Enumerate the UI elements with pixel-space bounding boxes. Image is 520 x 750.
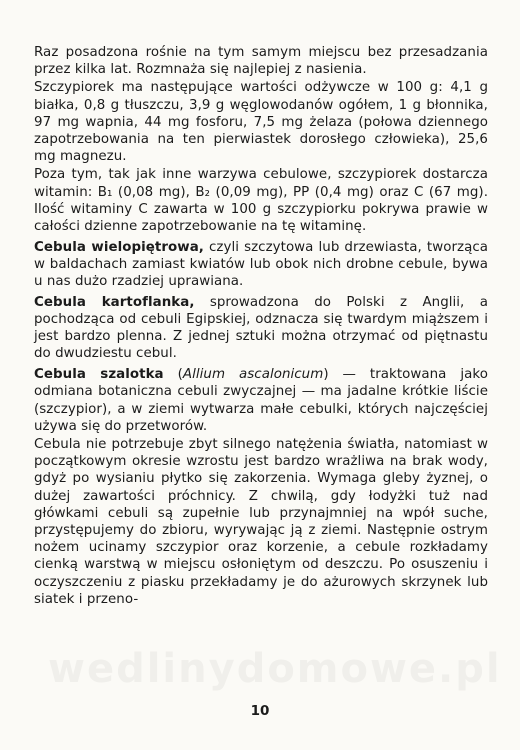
term-heading: Cebula szalotka xyxy=(34,367,164,383)
paragraph-text: Raz posadzona rośnie na tym samym miejscu bez przesadzania przez kilka lat. Rozmnaża się najlepiej z nasienia. xyxy=(34,45,488,78)
term-heading: Cebula kartoflanka, xyxy=(34,294,195,310)
paragraph-text: sprowadzona do Polski z Anglii, a pochodząca od cebuli Egipskiej, odznacza się twardym miąższem i jest bardzo plenna. Z jednej sztuki można otrzymać od piętnastu do dwudziestu cebul. xyxy=(34,294,488,362)
watermark: wedlinydomowe.pl xyxy=(48,646,502,692)
paragraph-nutrition xyxy=(34,79,488,165)
page-number: 10 xyxy=(250,703,270,719)
term-heading: Cebula wielopiętrowa, xyxy=(34,239,204,255)
paragraph-text: Poza tym, tak jak inne warzywa cebulowe, szczypiorek dostarcza witamin: B₁ (0,08 mg), B₂ (0,09 mg), PP (0,4 mg) oraz C (67 mg). Ilość witaminy C zawarta w 100 g szczypiorku pokrywa prawie w całości dzienne zapotrzebowanie na tę witaminę. xyxy=(34,167,488,235)
paragraph-text: Cebula nie potrzebuje zbyt silnego natężenia światła, natomiast w początkowym okresie wzrostu jest bardzo wrażliwa na brak wody, gdyż po wysianiu płytko się zakorzenia. Wymaga gleby żyznej, o dużej zawartości próchnicy. Z chwilą, gdy łodyżki tuż nad główkami cebuli są zupełnie lub przynajmniej na wpół suche, przystępujemy do zbioru, wyrywając ją z ziemi. Następnie ostrym nożem ucinamy szczypior oraz korzenie, a cebule rozkładamy cienką warstwą w miejscu osłoniętym od deszczu. Po osuszeniu i oczyszczeniu z piasku przekładamy je do ażurowych skrzynek lub siatek i przeno- xyxy=(34,436,488,607)
paragraph-text: Szczypiorek ma następujące wartości odżywcze w 100 g: 4,1 g białka, 0,8 g tłuszczu, 3,9 g węglowodanów ogółem, 1 g błonnika, 97 mg wapnia, 44 mg fosforu, 7,5 mg żelaza (połowa dziennego zapotrzebowania na ten pierwiastek dorosłego człowieka), 25,6 mg magnezu. xyxy=(34,80,488,165)
paragraph-text: czyli szczytowa lub drzewiasta, tworząca w baldachach zamiast kwiatów lub obok nich drobne cebule, bywa u nas dużo rzadziej uprawiana. xyxy=(34,239,488,290)
paren-open: ( xyxy=(163,367,183,383)
paragraph-vitamins xyxy=(34,166,488,235)
paragraph-cebula-szalotka xyxy=(34,366,488,435)
paragraph-text: ) — traktowana jako odmiana botaniczna cebuli zwyczajnej — ma jadalne krótkie liście (szczypior), a w ziemi wytwarza małe cebulki, których najczęściej używa się do przetworów. xyxy=(34,367,488,434)
paragraph-planting xyxy=(34,44,488,78)
page-body xyxy=(34,44,488,612)
paragraph-cultivation xyxy=(34,436,488,608)
latin-name: Allium ascalonicum xyxy=(182,367,324,383)
paragraph-cebula-wielopietrowa xyxy=(34,239,488,291)
paragraph-cebula-kartoflanka xyxy=(34,294,488,363)
